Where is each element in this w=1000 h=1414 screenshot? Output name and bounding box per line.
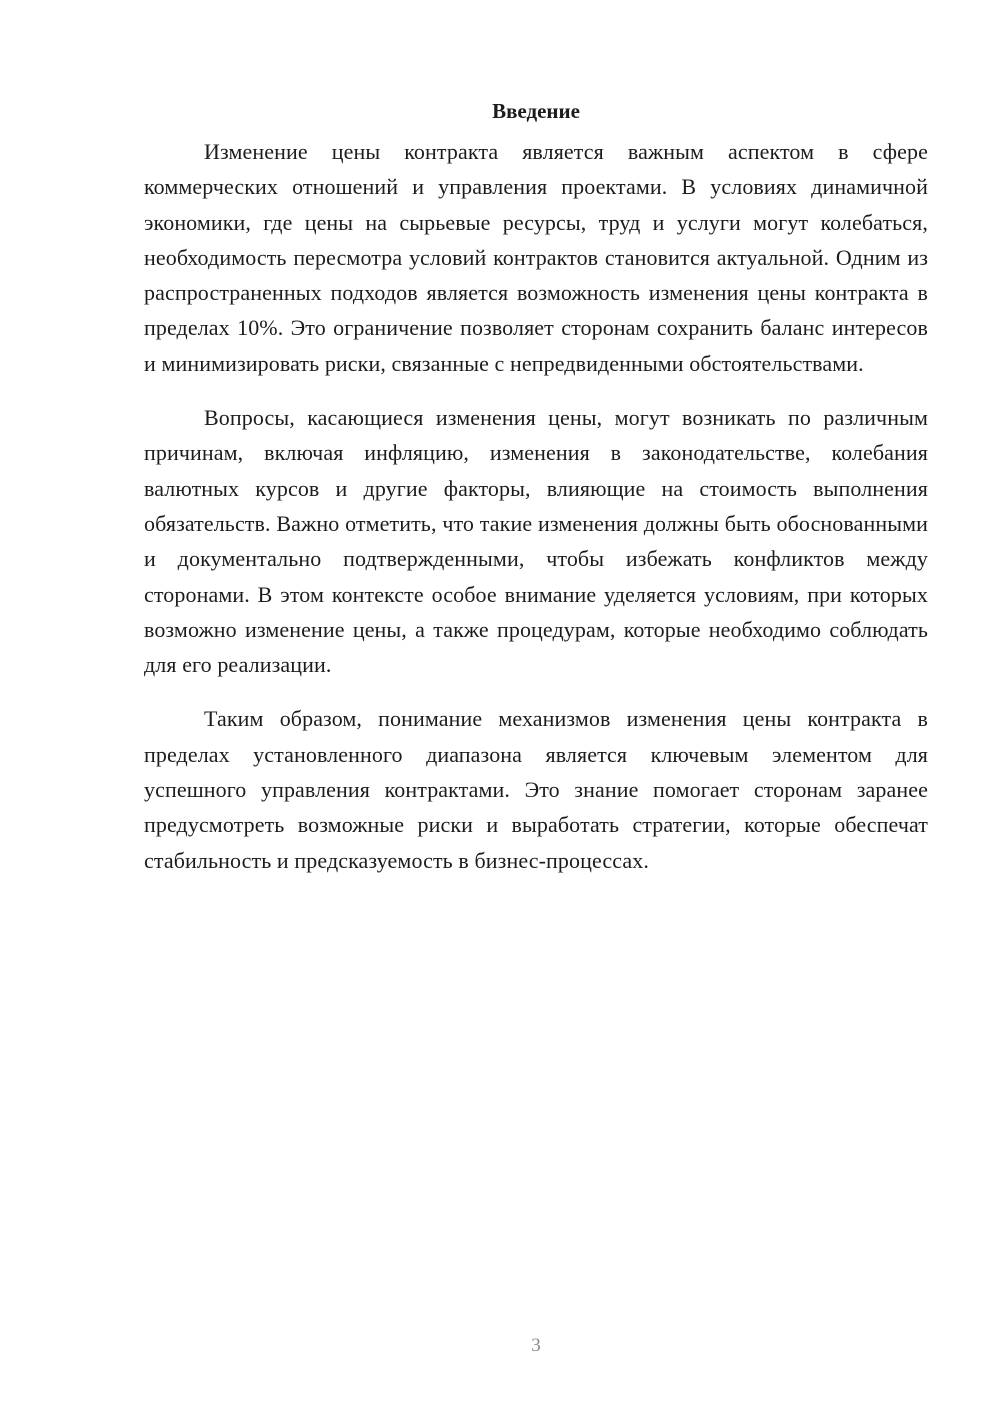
section-title: Введение	[492, 99, 580, 123]
paragraph-3: Таким образом, понимание механизмов изменения цены контракта в пределах установленного диапазона является ключевым элементом для успешного управления контрактами. Это знание помогает сторонам заранее предусмотреть возможные риски и выработать стратегии, которые обеспечат стабильность и предсказуемость в бизнес-процессах.	[144, 706, 928, 873]
page-number: 3	[531, 1335, 541, 1356]
paragraph-1: Изменение цены контракта является важным аспектом в сфере коммерческих отношений и управления проектами. В условиях динамичной экономики, где цены на сырьевые ресурсы, труд и услуги могут колебаться, необходимость пересмотра условий контрактов становится актуальной. Одним из распространенных подходов является возможность изменения цены контракта в пределах 10%. Это ограничение позволяет сторонам сохранить баланс интересов и минимизировать риски, связанные с непредвиденными обстоятельствами.	[144, 139, 928, 376]
paragraph-2: Вопросы, касающиеся изменения цены, могут возникать по различным причинам, включая инфляцию, изменения в законодательстве, колебания валютных курсов и другие факторы, влияющие на стоимость выполнения обязательств. Важно отметить, что такие изменения должны быть обоснованными и документально подтвержденными, чтобы избежать конфликтов между сторонами. В этом контексте особое внимание уделяется условиям, при которых возможно изменение цены, а также процедурам, которые необходимо соблюдать для его реализации.	[144, 405, 928, 678]
page-content	[144, 97, 928, 897]
